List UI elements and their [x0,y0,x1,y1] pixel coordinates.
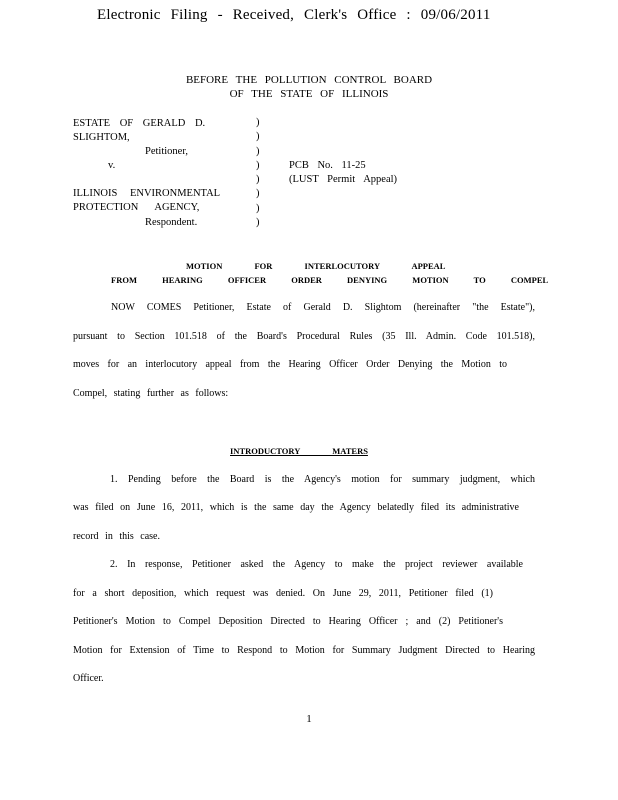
caption-party1-line1: ESTATE OF GERALD D. [73,118,206,129]
caption-paren-column [256,116,260,230]
caption-party2-role: Respondent. [145,217,198,228]
para2-line: 2. In response, Petitioner asked the Agency to make the project reviewer available [110,559,523,570]
para1-line: 1. Pending before the Board is the Agency's motion for summary judgment, which [110,474,535,485]
caption-paren: ) [256,217,260,229]
case-type: (LUST Permit Appeal) [289,174,398,185]
caption-party2-line1: ILLINOIS ENVIRONMENTAL [73,188,221,199]
intro-line: NOW COMES Petitioner, Estate of Gerald D. Slightom (hereinafter "the Estate"), [111,302,535,313]
intro-line: moves for an interlocutory appeal from the Hearing Officer Order Denying the Motion to [73,359,507,370]
caption-paren: ) [256,188,260,200]
caption-paren: ) [256,145,260,157]
page-number: 1 [306,713,312,725]
caption-paren: ) [256,174,260,186]
section-heading: INTRODUCTORY MATERS [230,446,368,456]
para2-line: Motion for Extension of Time to Respond to Motion for Summary Judgment Directed to Hearing [73,645,535,656]
para2-line: Petitioner's Motion to Compel Deposition Directed to Hearing Officer ; and (2) Petitioner's [73,616,503,627]
filing-stamp: Electronic Filing - Received, Clerk's Office : 09/06/2011 [97,7,491,23]
court-name-line1: BEFORE THE POLLUTION CONTROL BOARD [185,74,433,86]
caption-party1-line2: SLIGHTOM, [73,132,130,143]
caption-paren: ) [256,202,260,214]
caption-party2-line2: PROTECTION AGENCY, [73,202,200,213]
court-name-line2: OF THE STATE OF ILLINOIS [229,88,389,100]
caption-paren: ) [256,131,260,143]
intro-line: Compel, stating further as follows: [73,388,229,399]
motion-title-line1: MOTION FOR INTERLOCUTORY APPEAL [186,261,446,271]
caption-party1-role: Petitioner, [145,146,189,157]
caption-paren: ) [256,159,260,171]
motion-title-line2: FROM HEARING OFFICER ORDER DENYING MOTION TO COMPEL [111,275,549,285]
caption-paren: ) [256,117,260,128]
case-number: PCB No. 11-25 [289,160,366,171]
para1-line: was filed on June 16, 2011, which is the same day the Agency belatedly filed its administrative [73,502,519,513]
para2-line: Officer. [73,673,104,684]
caption-versus: v. [108,160,116,171]
intro-line: pursuant to Section 101.518 of the Board's Procedural Rules (35 Ill. Admin. Code 101.518), [73,331,535,342]
para2-line: for a short deposition, which request was denied. On June 29, 2011, Petitioner filed (1) [73,588,493,599]
para1-line: record in this case. [73,531,160,542]
